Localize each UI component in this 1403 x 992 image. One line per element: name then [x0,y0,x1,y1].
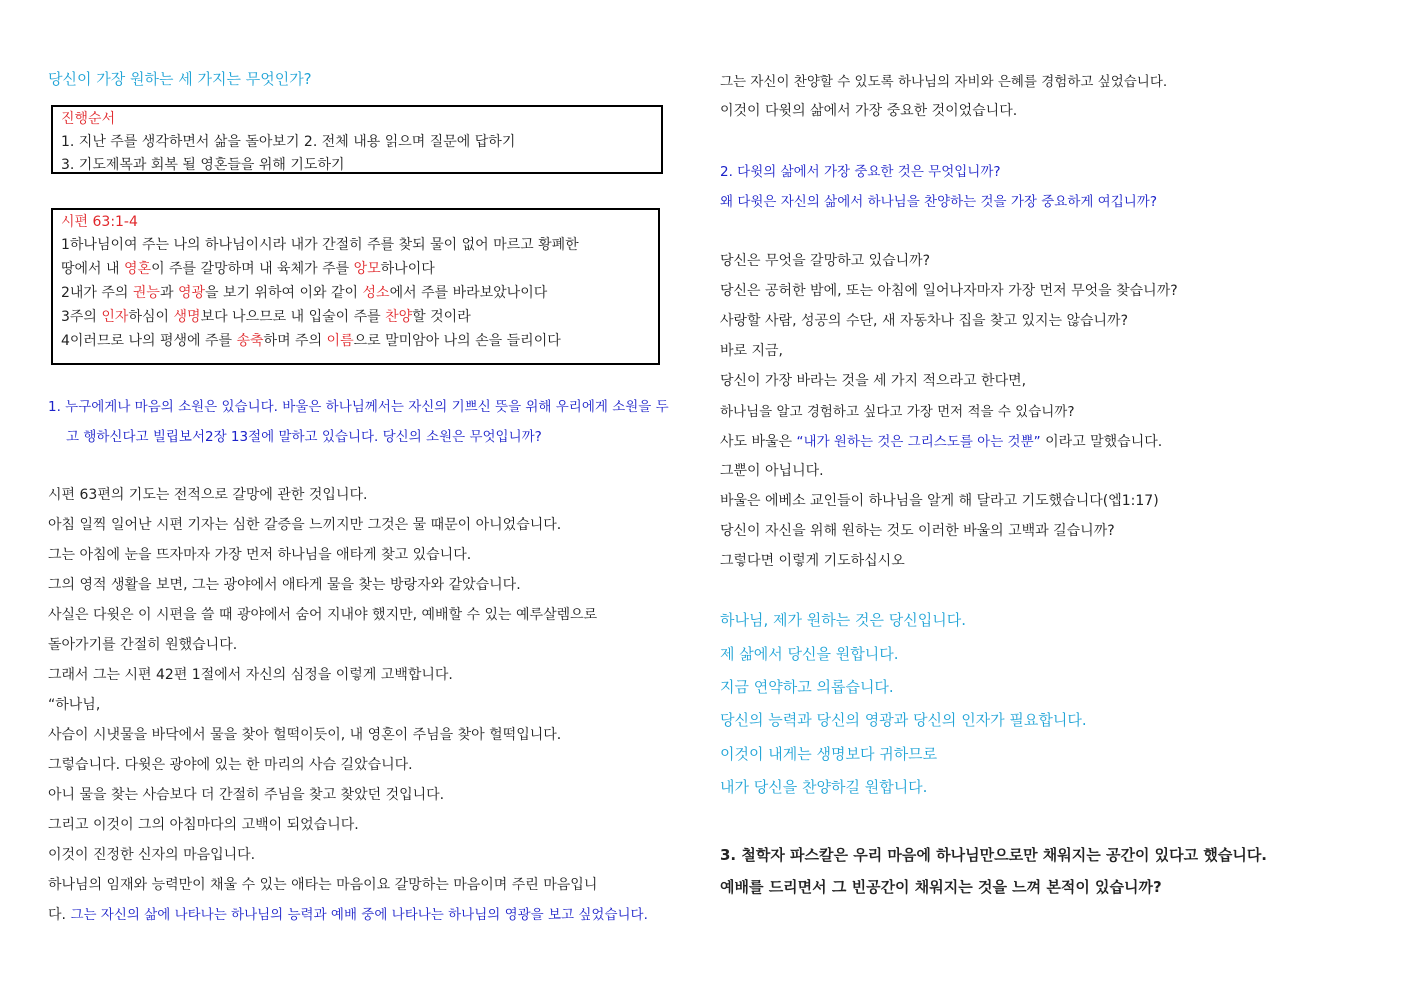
right-body-9: 바울은 에베소 교인들이 하나님을 알게 해 달라고 기도했습니다(엡1:17) [720,493,1159,509]
left-last-line: 다. 그는 자신의 삶에 나타나는 하나님의 능력과 예배 중에 나타나는 하나님의 영광을 보고 싶었습니다. [48,907,648,923]
question-2-line-2: 왜 다윗은 자신의 삶에서 하나님을 찬양하는 것을 가장 중요하게 여깁니까? [720,194,1158,210]
prayer-line-6: 내가 당신을 찬양하길 원합니다. [720,778,928,796]
psalm-heading: 시편 63:1-4 [61,214,138,230]
left-body-line: 시편 63편의 기도는 전적으로 갈망에 관한 것입니다. [48,487,368,503]
left-body-line: 그의 영적 생활을 보면, 그는 광야에서 애타게 물을 찾는 방랑자와 같았습니다. [48,577,521,593]
prayer-line-2: 제 삶에서 당신을 원합니다. [720,645,899,663]
question-2-line-1: 2. 다윗의 삶에서 가장 중요한 것은 무엇입니까? [720,164,1001,180]
left-body-line: “하나님, [48,697,101,713]
right-body-6: 하나님을 알고 경험하고 싶다고 가장 먼저 적을 수 있습니까? [720,404,1075,420]
procedure-box [51,105,663,174]
right-body-11: 그렇다면 이렇게 기도하십시오 [720,553,905,569]
procedure-line-1: 1. 지난 주를 생각하면서 삶을 돌아보기 2. 전체 내용 읽으며 질문에 답하기 [61,134,516,150]
page-title: 당신이 가장 원하는 세 가지는 무엇인가? [48,70,312,88]
right-body-3: 사랑할 사람, 성공의 수단, 새 자동차나 집을 찾고 있지는 않습니까? [720,313,1129,329]
prayer-line-1: 하나님, 제가 원하는 것은 당신입니다. [720,611,966,629]
psalm-box [51,208,660,365]
right-body-10: 당신이 자신을 위해 원하는 것도 이러한 바울의 고백과 길습니까? [720,523,1115,539]
right-line-1: 그는 자신이 찬양할 수 있도록 하나님의 자비와 은혜를 경험하고 싶었습니다. [720,74,1168,90]
prayer-line-5: 이것이 내게는 생명보다 귀하므로 [720,745,938,763]
left-body-line: 그렇습니다. 다윗은 광야에 있는 한 마리의 사슴 길았습니다. [48,757,413,773]
left-body-line: 아니 물을 찾는 사슴보다 더 간절히 주님을 찾고 찾았던 것입니다. [48,787,445,803]
left-body-line: 돌아가기를 간절히 원했습니다. [48,637,238,653]
right-line-2: 이것이 다윗의 삶에서 가장 중요한 것이었습니다. [720,103,1018,119]
right-body-7: 사도 바울은 “내가 원하는 것은 그리스도를 아는 것뿐” 이라고 말했습니다. [720,434,1163,450]
left-body-line: 이것이 진정한 신자의 마음입니다. [48,847,256,863]
procedure-heading: 진행순서 [61,111,116,127]
left-body-line: 그리고 이것이 그의 아침마다의 고백이 되었습니다. [48,817,359,833]
right-body-4: 바로 지금, [720,343,783,359]
left-body-line: 그는 아침에 눈을 뜨자마자 가장 먼저 하나님을 애타게 찾고 있습니다. [48,547,472,563]
psalm-verse-4: 4이러므로 나의 평생에 주를 송축하며 주의 이름으로 말미암아 나의 손을 들리이다 [61,333,561,349]
procedure-line-2: 3. 기도제목과 회복 될 영혼들을 위해 기도하기 [61,157,345,173]
question-3-line-1: 3. 철학자 파스칼은 우리 마음에 하나님만으로만 채워지는 공간이 있다고 했습니다. [720,846,1268,864]
right-body-8: 그뿐이 아닙니다. [720,463,824,479]
question-3-line-2: 예배를 드리면서 그 빈공간이 채워지는 것을 느껴 본적이 있습니까? [720,878,1162,896]
right-body-2: 당신은 공허한 밤에, 또는 아침에 일어나자마자 가장 먼저 무엇을 찾습니까? [720,283,1178,299]
left-body-line: 사슴이 시냇물을 바닥에서 물을 찾아 헐떡이듯이, 내 영혼이 주님을 찾아 헐떡입니다. [48,727,562,743]
psalm-verse-1: 1하나님이여 주는 나의 하나님이시라 내가 간절히 주를 찾되 물이 없어 마르고 황폐한 [61,237,579,253]
psalm-verse-1-cont: 땅에서 내 영혼이 주를 갈망하며 내 육체가 주를 앙모하나이다 [61,261,435,277]
psalm-verse-3: 3주의 인자하심이 생명보다 나으므로 내 입술이 주를 찬양할 것이라 [61,309,471,325]
left-body-line: 하나님의 임재와 능력만이 채울 수 있는 애타는 마음이요 갈망하는 마음이며 주린 마음입니 [48,877,598,893]
left-body-line: 사실은 다윗은 이 시편을 쓸 때 광야에서 숨어 지내야 했지만, 예배할 수 있는 예루살렘으로 [48,607,598,623]
psalm-verse-2: 2내가 주의 권능과 영광을 보기 위하여 이와 같이 성소에서 주를 바라보았나이다 [61,285,548,301]
right-body-1: 당신은 무엇을 갈망하고 있습니까? [720,253,931,269]
prayer-line-4: 당신의 능력과 당신의 영광과 당신의 인자가 필요합니다. [720,711,1087,729]
prayer-line-3: 지금 연약하고 의롭습니다. [720,678,894,696]
right-body-5: 당신이 가장 바라는 것을 세 가지 적으라고 한다면, [720,373,1027,389]
left-body-line: 아침 일찍 일어난 시편 기자는 심한 갈증을 느끼지만 그것은 물 때문이 아니었습니다. [48,517,562,533]
question-1-line-1: 1. 누구에게나 마음의 소원은 있습니다. 바울은 하나님께서는 자신의 기쁘신 뜻을 위해 우리에게 소원을 두 [48,399,669,415]
question-1-line-2: 고 행하신다고 빌립보서2장 13절에 말하고 있습니다. 당신의 소원은 무엇입니까? [66,429,542,445]
left-body-line: 그래서 그는 시편 42편 1절에서 자신의 심정을 이렇게 고백합니다. [48,667,453,683]
